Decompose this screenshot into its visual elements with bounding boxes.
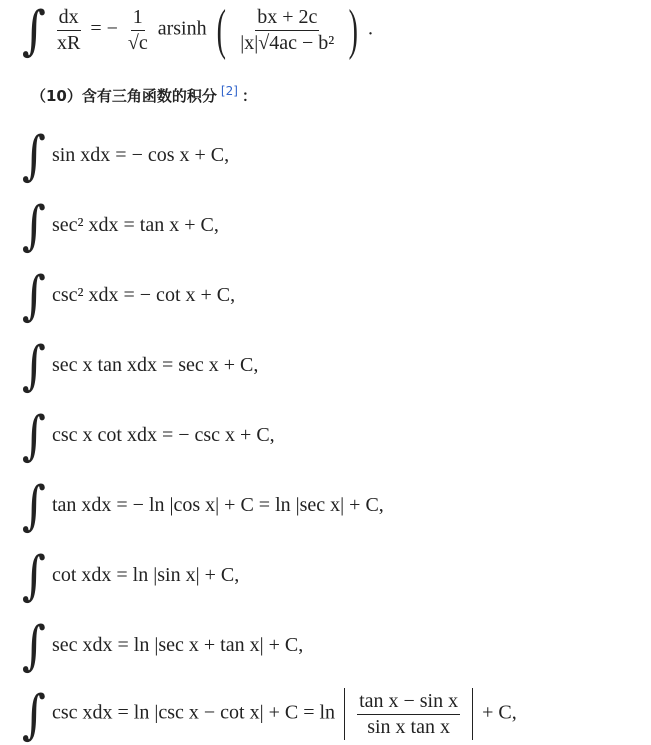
formula-text: sec x tan xdx = sec x + C,: [51, 353, 259, 376]
abs-bar-right: [472, 688, 473, 740]
formula-text: csc² xdx = − cot x + C,: [51, 283, 236, 306]
abs-denominator: sin x tan x: [367, 715, 450, 738]
formula-text: sin xdx = − cos x + C,: [51, 143, 230, 166]
formula-arsinh: [20, 0, 373, 60]
section-colon: ：: [241, 87, 257, 105]
equals-minus: = −: [90, 17, 118, 40]
lhs-denominator: xR: [56, 31, 81, 54]
formula-sec-squared: [20, 195, 219, 255]
integral-sign: ∫: [22, 263, 46, 327]
abs-bar-left: [344, 688, 345, 740]
formula-body: [52, 0, 373, 61]
integral-sign: ∫: [22, 193, 46, 257]
inner-numerator: bx + 2c: [255, 6, 319, 31]
integral-sign: ∫: [22, 0, 46, 62]
formula-tan: [20, 475, 384, 535]
formula-body: [52, 688, 517, 740]
formula-cot: [20, 545, 239, 605]
integral-sign: ∫: [22, 473, 46, 537]
left-paren: (: [216, 0, 226, 61]
abs-numerator: tan x − sin x: [357, 690, 460, 715]
lhs-fraction: [55, 6, 82, 55]
section-heading-text: （10）含有三角函数的积分: [31, 87, 217, 105]
formula-text: cot xdx = ln |sin x| + C,: [51, 563, 240, 586]
integral-sign: ∫: [22, 403, 46, 467]
reference-link[interactable]: [2]: [220, 84, 238, 98]
formula-csc-squared: [20, 265, 235, 325]
formula-sec: [20, 615, 303, 675]
formula-sec-tan: [20, 335, 258, 395]
abs-fraction: [357, 690, 460, 739]
formula-csc-cot: [20, 405, 275, 465]
coef-numerator: 1: [131, 6, 145, 31]
formula-text: tan xdx = − ln |cos x| + C = ln |sec x| + C,: [51, 493, 384, 516]
integral-sign: ∫: [22, 543, 46, 607]
arsinh-function: arsinh: [157, 17, 207, 40]
formula-csc: [20, 684, 517, 744]
formula-text: sec² xdx = tan x + C,: [51, 213, 219, 236]
formula-sin: [20, 125, 229, 185]
integral-sign: ∫: [22, 123, 46, 187]
coef-fraction: [126, 6, 150, 55]
formula-tail: + C,: [482, 701, 517, 724]
inner-denominator: |x|√4ac − b²: [240, 31, 335, 54]
section-heading: [31, 84, 257, 106]
integral-sign: ∫: [22, 333, 46, 397]
integral-sign: ∫: [22, 682, 46, 745]
right-paren: ): [348, 0, 359, 61]
integral-sign: ∫: [22, 613, 46, 677]
formula-text: sec xdx = ln |sec x + tan x| + C,: [51, 633, 304, 656]
formula-main-text: csc xdx = ln |csc x − cot x| + C = ln: [51, 701, 336, 724]
inner-fraction: [238, 6, 336, 55]
formula-tail: .: [367, 17, 373, 40]
formula-text: csc x cot xdx = − csc x + C,: [51, 423, 275, 446]
lhs-numerator: dx: [57, 6, 81, 31]
coef-denominator: √c: [127, 31, 148, 54]
